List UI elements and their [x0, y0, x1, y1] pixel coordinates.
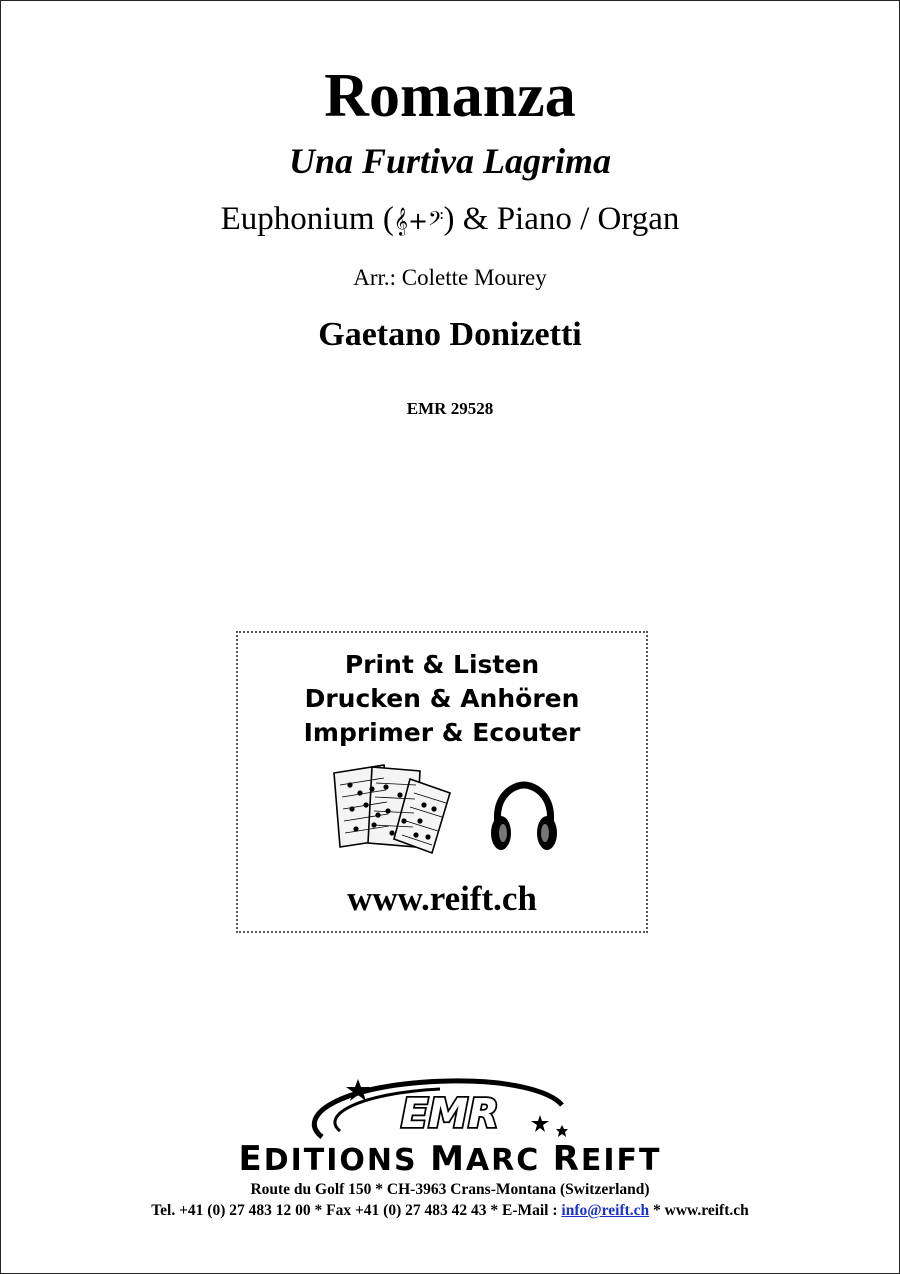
instrumentation-prefix: Euphonium (	[220, 201, 394, 237]
headphones-icon	[488, 781, 560, 855]
brand-word-ditions: DITIONS	[263, 1143, 431, 1178]
publisher-contact	[0, 1201, 900, 1220]
clefs-icon: 𝄞+𝄢	[393, 207, 444, 235]
publisher-address: Route du Golf 150 * CH-3963 Crans-Montana (Switzerland)	[250, 1181, 650, 1198]
promo-line-fr: Imprimer & Ecouter	[303, 718, 581, 747]
logo-text: EMR	[401, 1091, 499, 1137]
promo-line-en: Print & Listen	[344, 650, 540, 679]
brand-initial-r: R	[552, 1139, 581, 1179]
publisher-name	[0, 1139, 900, 1179]
print-listen-box	[236, 631, 648, 933]
promo-line-de: Drucken & Anhören	[304, 684, 580, 713]
brand-word-arc: ARC	[465, 1143, 553, 1178]
instrumentation-suffix: ) & Piano / Organ	[443, 201, 680, 237]
email-link[interactable]: info@reift.ch	[561, 1202, 650, 1219]
composer: Gaetano Donizetti	[318, 316, 582, 353]
promo-url[interactable]: www.reift.ch	[347, 879, 537, 918]
subtitle: Una Furtiva Lagrima	[288, 141, 612, 181]
sheet-music-icon	[328, 763, 458, 855]
contact-prefix: Tel. +41 (0) 27 483 12 00 * Fax +41 (0) 27 483 42 43 * E-Mail :	[151, 1202, 562, 1219]
emr-logo	[300, 1075, 580, 1143]
page-title: Romanza	[324, 62, 576, 130]
brand-initial-e: E	[238, 1139, 264, 1179]
instrumentation	[0, 198, 900, 242]
arranger: Arr.: Colette Mourey	[353, 265, 547, 290]
brand-word-eift: EIFT	[580, 1143, 662, 1178]
contact-suffix: * www.reift.ch	[649, 1202, 749, 1219]
catalog-number: EMR 29528	[406, 399, 494, 418]
brand-initial-m: M	[430, 1139, 466, 1179]
